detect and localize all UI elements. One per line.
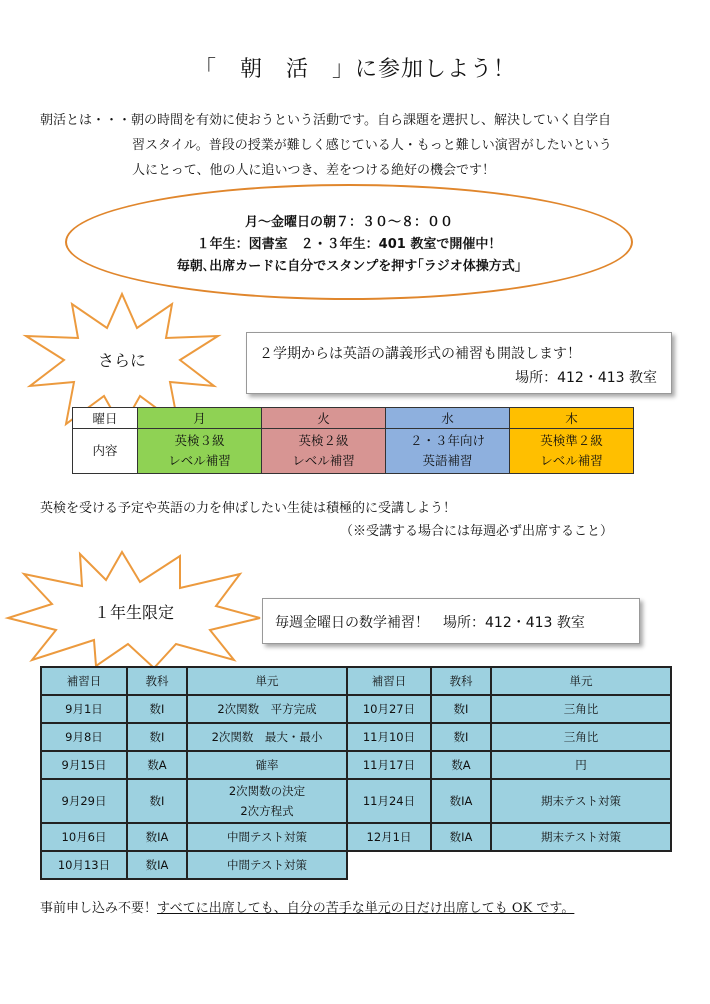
header-date: 補習日 [347, 667, 431, 695]
content-line: 英検３級 [174, 433, 225, 448]
footer-underlined: すべてに出席しても、自分の苦手な単元の日だけ出席しても OK です。 [157, 901, 575, 916]
unit-line: 2次方程式 [240, 804, 294, 818]
header-subject: 教科 [431, 667, 491, 695]
date-cell: 9月1日 [41, 695, 127, 723]
english-location: 場所：412・413 教室 [515, 370, 657, 386]
content-cell [138, 429, 262, 474]
schedule-line: 月～金曜日の朝７：３０～８：００ [244, 215, 453, 230]
subject-cell: 数Ⅰ [127, 723, 187, 751]
unit-cell: 中間テスト対策 [187, 851, 347, 879]
subject-cell: 数ⅠA [127, 823, 187, 851]
table-row [41, 695, 671, 723]
header-unit: 単元 [491, 667, 671, 695]
math-info-box [262, 598, 640, 644]
date-cell: 11月24日 [347, 779, 431, 823]
encourage-note: 英検を受ける予定や英語の力を伸ばしたい生徒は積極的に受講しよう！ [40, 501, 457, 516]
content-line: レベル補習 [168, 453, 231, 468]
unit-cell: 中間テスト対策 [187, 823, 347, 851]
content-line: 英検準２級 [540, 433, 603, 448]
unit-cell: 2次関数 最大・最小 [187, 723, 347, 751]
starburst-label: さらに [97, 351, 146, 370]
footer-plain: 事前申し込み不要！ [40, 901, 158, 916]
subject-cell: 数ⅠA [127, 851, 187, 879]
date-cell: 10月13日 [41, 851, 127, 879]
unit-cell: 確率 [187, 751, 347, 779]
date-cell: 10月27日 [347, 695, 431, 723]
content-line: レベル補習 [540, 453, 603, 468]
unit-cell: 三角比 [491, 695, 671, 723]
empty-cell [347, 851, 671, 879]
unit-cell: 三角比 [491, 723, 671, 751]
table-row [41, 667, 671, 695]
intro-line: 習スタイル。普段の授業が難しく感じている人・もっと難しい演習がしたいという [132, 138, 612, 153]
unit-cell [187, 779, 347, 823]
content-line: 英検２級 [298, 433, 349, 448]
content-cell [510, 429, 634, 474]
intro-line: 人にとって、他の人に追いつき、差をつける絶好の機会です！ [132, 163, 495, 178]
page-title: 「 朝 活 」に参加しよう！ [193, 57, 516, 82]
header-subject: 教科 [127, 667, 187, 695]
day-cell: 火 [262, 408, 386, 429]
schedule-line: １年生：図書室 ２・３年生：401 教室で開催中！ [196, 237, 502, 252]
starburst-label: １年生限定 [93, 603, 174, 622]
day-cell: 水 [386, 408, 510, 429]
content-line: 英語補習 [422, 453, 473, 468]
day-cell: 月 [138, 408, 262, 429]
header-unit: 単元 [187, 667, 347, 695]
subject-cell: 数A [127, 751, 187, 779]
math-announcement: 毎週金曜日の数学補習！ 場所：412・413 教室 [275, 615, 585, 631]
table-row [41, 751, 671, 779]
subject-cell: 数Ⅰ [431, 695, 491, 723]
subject-cell: 数Ⅰ [431, 723, 491, 751]
day-cell: 木 [510, 408, 634, 429]
table-row [41, 851, 671, 879]
attendance-note: （※受講する場合には毎週必ず出席すること） [340, 524, 614, 539]
english-schedule-table [72, 407, 634, 474]
date-cell: 9月8日 [41, 723, 127, 751]
english-info-box [246, 332, 672, 394]
schedule-line: 毎朝､出席カードに自分でスタンプを押す｢ラジオ体操方式｣ [176, 259, 522, 274]
subject-cell: 数Ⅰ [127, 779, 187, 823]
date-cell: 9月29日 [41, 779, 127, 823]
date-cell: 11月10日 [347, 723, 431, 751]
schedule-text [65, 212, 633, 278]
content-cell [386, 429, 510, 474]
english-announcement: ２学期からは英語の講義形式の補習も開設します！ [259, 346, 581, 362]
date-cell: 12月1日 [347, 823, 431, 851]
content-cell [262, 429, 386, 474]
subject-cell: 数Ⅰ [127, 695, 187, 723]
unit-line: 2次関数の決定 [228, 784, 306, 798]
content-line: レベル補習 [292, 453, 355, 468]
date-cell: 10月6日 [41, 823, 127, 851]
math-schedule-table [40, 666, 672, 880]
header-day: 曜日 [73, 408, 138, 429]
content-line: ２・３年向け [409, 433, 485, 448]
subject-cell: 数ⅠA [431, 823, 491, 851]
intro-paragraph [40, 108, 680, 183]
starburst-first-year [4, 548, 264, 670]
unit-cell: 期末テスト対策 [491, 779, 671, 823]
table-row [41, 723, 671, 751]
footer-note [40, 897, 574, 916]
unit-cell: 期末テスト対策 [491, 823, 671, 851]
table-row [41, 779, 671, 823]
date-cell: 11月17日 [347, 751, 431, 779]
subject-cell: 数A [431, 751, 491, 779]
intro-line: 朝活とは・・・朝の時間を有効に使おうという活動です。自ら課題を選択し、解決していく自学自 [40, 113, 611, 128]
unit-cell: 円 [491, 751, 671, 779]
subject-cell: 数ⅠA [431, 779, 491, 823]
table-row [41, 823, 671, 851]
header-date: 補習日 [41, 667, 127, 695]
unit-cell: 2次関数 平方完成 [187, 695, 347, 723]
date-cell: 9月15日 [41, 751, 127, 779]
header-content: 内容 [73, 429, 138, 474]
